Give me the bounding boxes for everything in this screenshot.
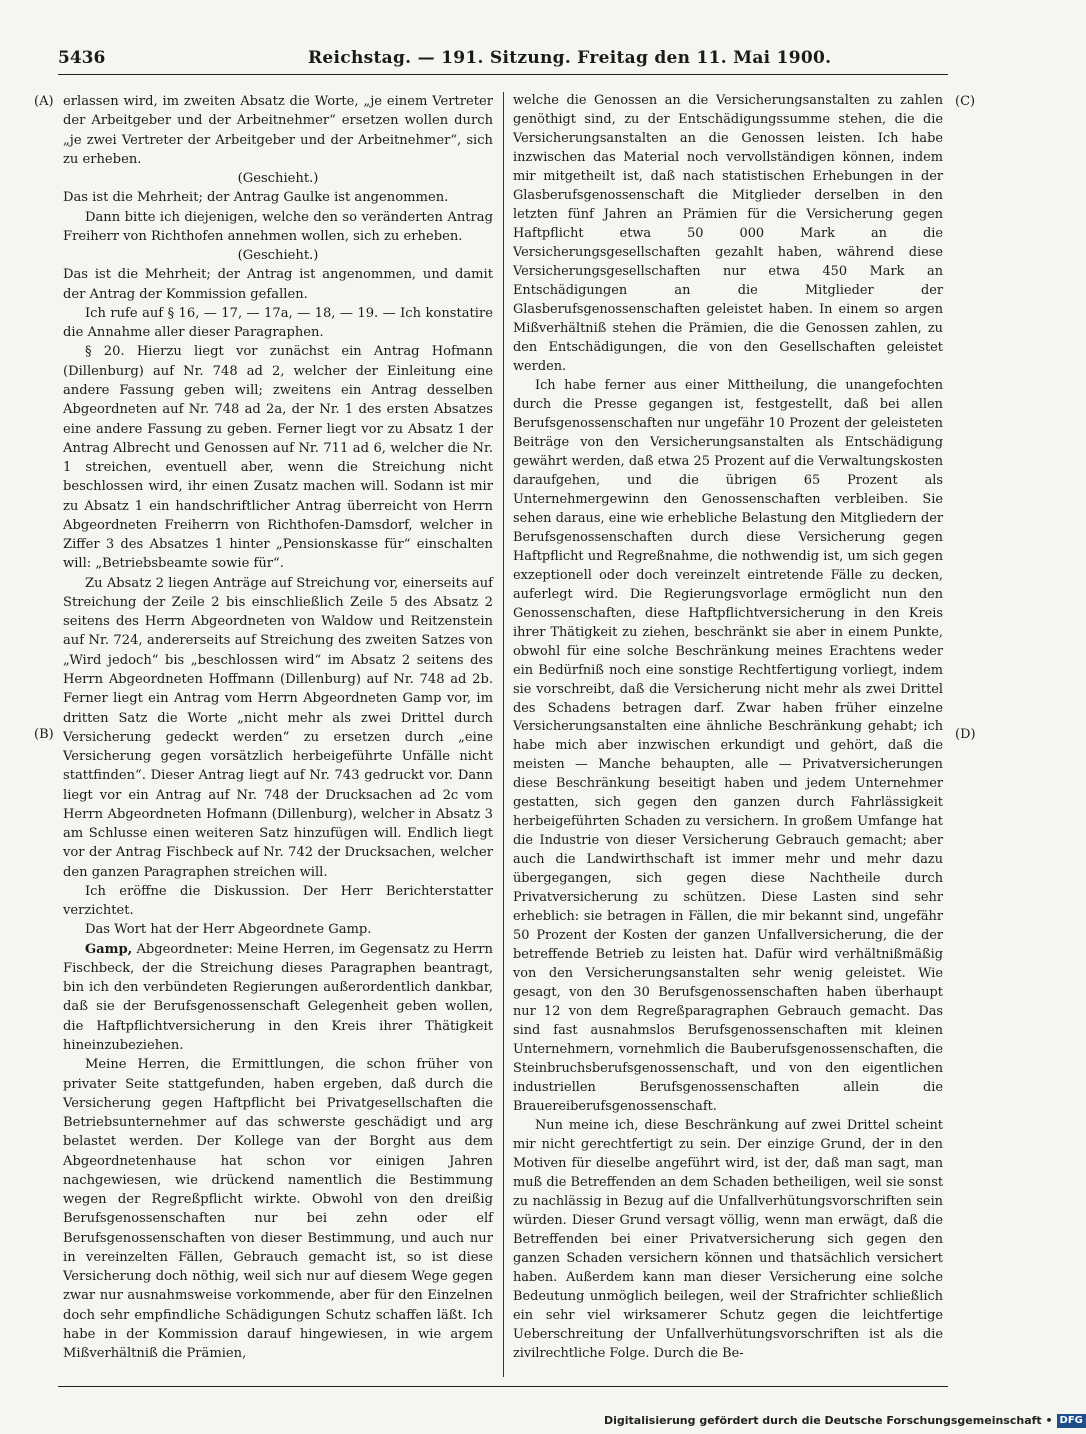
left-column	[63, 92, 493, 1377]
paragraph: Ich rufe auf § 16, — 17, — 17a, — 18, — 19. — Ich konstatire die Annahme aller dieser Paragraphen.	[63, 305, 493, 341]
paragraph: Nun meine ich, diese Beschränkung auf zwei Drittel scheint mir nicht gerechtfertigt zu sein. Der einzige Grund, der in den Motiven für dieselbe angeführt wird, ist der, daß man sagt, man muß die Betreffenden an dem Schaden betheiligen, weil sie sonst zu nachlässig in Bezug auf die Unfallverhütungsvorschriften sein würden. Dieser Grund versagt völlig, wenn man erwägt, daß die Betreffenden bei einer Privatversicherung sich gegen den ganzen Schaden versichern können und thatsächlich versichert haben. Außerdem kann man dieser Versicherung eine solche Bedeutung unmöglich beilegen, weil der Strafrichter schließlich ein sehr viel wirksamerer Schutz gegen die leichtfertige Ueberschreitung der Unfallverhütungsvorschriften ist als die zivilrechtliche Folge. Durch die Be-	[513, 1118, 943, 1361]
paragraph: Das ist die Mehrheit; der Antrag Gaulke ist angenommen.	[63, 190, 449, 206]
footer-credit-text: Digitalisierung gefördert durch die Deutsche Forschungsgemeinschaft •	[604, 1414, 1053, 1427]
right-column	[513, 92, 943, 1377]
paragraph: Zu Absatz 2 liegen Anträge auf Streichung vor, einerseits auf Streichung der Zeile 2 bis einschließlich Zeile 5 des Absatz 2 seitens des Herrn Abgeordneten von Waldow und Reitzenstein auf Nr. 724, andererseits auf Streichung des zweiten Satzes von „Wird jedoch“ bis „beschlossen wird“ im Absatz 2 seitens des Herrn Abgeordneten Hoffmann (Dillenburg) auf Nr. 748 ad 2b. Ferner liegt ein Antrag vom Herrn Abgeordneten Gamp vor, im dritten Satz die Worte „nicht mehr als zwei Drittel durch Versicherung gedeckt werden“ zu ersetzen durch „eine Versicherung gegen vorsätzlich herbeigeführte Unfälle nicht stattfinden“. Dieser Antrag liegt auf Nr. 743 gedruckt vor. Dann liegt vor ein Antrag auf Nr. 748 der Drucksachen ad 2c vom Herrn Abgeordneten Hofmann (Dillenburg), welcher in Absatz 3 am Schlusse einen weiteren Satz hinzufügen will. Endlich liegt vor der Antrag Fischbeck auf Nr. 742 der Drucksachen, welcher den ganzen Paragraphen streichen will.	[63, 575, 493, 880]
paragraph: Das Wort hat der Herr Abgeordnete Gamp.	[85, 922, 372, 938]
page-number: 5436	[58, 48, 106, 68]
speech-paragraph	[63, 940, 493, 1056]
stage-direction: (Geschieht.)	[237, 248, 319, 264]
paragraph: Ich habe ferner aus einer Mittheilung, die unangefochten durch die Presse gegangen ist, festgestellt, daß bei allen Berufsgenossenschaften nur ungefähr 10 Prozent der geleisteten Beiträge von den Versicherungsanstalten als Entschädigung gewährt werden, daß etwa 25 Prozent auf die Verwaltungskosten daraufgehen, und die übrigen 65 Prozent als Unternehmergewinn den Genossenschaften verbleiben. Sie sehen daraus, eine wie erhebliche Belastung den Mitgliedern der Berufsgenossenschaften durch diese Versicherung gegen Haftpflicht und Regreßnahme, die nothwendig ist, um sich gegen exzeptionell oder doch vereinzelt eintretende Fälle zu decken, auferlegt wird. Die Regierungsvorlage ermöglicht nun den Genossenschaften, diese Haftpflichtversicherung in den Kreis ihrer Thätigkeit zu ziehen, beschränkt sie aber in einem Punkte, obwohl für eine solche Beschränkung meines Erachtens weder ein Bedürfniß noch eine sonstige Rechtfertigung vorliegt, indem sie vorschreibt, daß die Versicherung nicht mehr als zwei Drittel des Schadens betragen darf. Zwar haben früher einzelne Versicherungsanstalten eine ähnliche Beschränkung gehabt; ich habe mich aber inzwischen erkundigt und gehört, daß die meisten — Manche behaupten, alle — Privatversicherungen diese Beschränkung beseitigt haben und jedem Unternehmer gestatten, sich gegen den ganzen durch Fahrlässigkeit herbeigeführten Schaden zu versichern. In großem Umfange hat die Industrie von dieser Versicherung Gebrauch gemacht; aber auch die Landwirthschaft ist immer mehr und mehr dazu übergegangen, sich gegen diese Nachtheile durch Privatversicherung zu schützen. Diese Lasten sind sehr erheblich: sie betragen in Fällen, die mir bekannt sind, ungefähr 50 Prozent der Kosten der ganzen Unfallversicherung, die der betreffende Betrieb zu leisten hat. Dafür wird verhältnißmäßig von den Versicherungsanstalten sehr wenig geleistet. Wie gesagt, von den 30 Berufsgenossenschaften haben überhaupt nur 12 von dem Regreßparagraphen Gebrauch gemacht. Das sind fast ausnahmslos Berufsgenossenschaften mit kleinen Unternehmern, vornehmlich die Bauberufsgenossenschaften, die Steinbruchsberufsgenossenschaft, und von den eigentlichen industriellen Berufsgenossenschaften allein die Brauereiberufsgenossenschaft.	[513, 377, 943, 1115]
footer-credit	[604, 1414, 1083, 1432]
margin-marker-d: (D)	[955, 727, 976, 742]
paragraph: Dann bitte ich diejenigen, welche den so veränderten Antrag Freiherr von Richthofen annehmen wollen, sich zu erheben.	[63, 209, 493, 244]
speech-text: Abgeordneter: Meine Herren, im Gegensatz zu Herrn Fischbeck, der die Streichung dieses Paragraphen beantragt, bin ich den verbündeten Regierungen außerordentlich dankbar, daß sie der Berufsgenossenschaft Gelegenheit geben wollen, die Haftpflichtversicherung in den Kreis ihrer Thätigkeit hineinzubeziehen.	[63, 941, 493, 1054]
margin-marker-c: (C)	[955, 94, 976, 109]
header-rule	[58, 74, 948, 75]
paragraph: erlassen wird, im zweiten Absatz die Worte, „je einem Vertreter der Arbeitgeber und der Arbeitnehmer“ ersetzen wollen durch „je zwei Vertreter der Arbeitgeber und der Arbeitnehmer“, sich zu erheben.	[63, 94, 493, 167]
dfg-logo: DFG	[1057, 1414, 1086, 1428]
paragraph: § 20. Hierzu liegt vor zunächst ein Antrag Hofmann (Dillenburg) auf Nr. 748 ad 2, welcher der Einleitung eine andere Fassung geben will; zweitens ein Antrag desselben Abgeordneten auf Nr. 748 ad 2a, der Nr. 1 des ersten Absatzes eine andere Fassung zu geben. Ferner liegt vor zu Absatz 1 der Antrag Albrecht und Genossen auf Nr. 711 ad 6, welcher die Nr. 1 streichen, eventuell aber, wenn die Streichung nicht beschlossen wird, ihr einen Zusatz machen will. Sodann ist mir zu Absatz 1 ein handschriftlicher Antrag überreicht von Herrn Abgeordneten Freiherrn von Richthofen-Damsdorf, welcher in Ziffer 3 des Absatzes 1 hinter „Pensionskasse für“ einschalten will: „Betriebsbeamte sowie für“.	[63, 344, 493, 572]
footer-rule	[58, 1386, 948, 1387]
margin-marker-b: (B)	[34, 727, 54, 742]
paragraph: welche die Genossen an die Versicherungsanstalten zu zahlen genöthigt sind, zu der Entschädigungssumme stehen, die die Versicherungsanstalten an die Genossen leisten. Ich habe inzwischen das Material noch vervollständigen können, indem mir mitgetheilt ist, daß nach statistischen Erhebungen in der Glasberufsgenossenschaft die Mitglieder derselben in den letzten fünf Jahren an Prämien für die Versicherung gegen Haftpflicht etwa 50 000 Mark an die Versicherungsgesellschaften gezahlt haben, während diese Versicherungsgesellschaften nur etwa 450 Mark an Entschädigungen an die Mitglieder der Glasberufsgenossenschaften geleistet haben. In einem so argen Mißverhältniß stehen die Prämien, die die Genossen zahlen, zu den Entschädigungen, die von den Gesellschaften geleistet werden.	[513, 93, 943, 374]
margin-marker-a: (A)	[34, 94, 54, 109]
running-title: Reichstag. — 191. Sitzung. Freitag den 11. Mai 1900.	[308, 48, 832, 68]
stage-direction: (Geschieht.)	[237, 171, 319, 187]
column-divider	[503, 92, 504, 1377]
paragraph: Ich eröffne die Diskussion. Der Herr Berichterstatter verzichtet.	[63, 883, 493, 919]
paragraph: Das ist die Mehrheit; der Antrag ist angenommen, und damit der Antrag der Kommission gefallen.	[63, 267, 493, 302]
speaker-name: Gamp,	[85, 941, 133, 957]
page-header	[58, 40, 948, 72]
paragraph: Meine Herren, die Ermittlungen, die schon früher von privater Seite stattgefunden, haben ergeben, daß durch die Versicherung gegen Haftpflicht bei Privatgesellschaften die Betriebsunternehmer auf das schwerste geschädigt und arg belastet werden. Der Kollege van der Borght aus dem Abgeordnetenhause hat schon vor einigen Jahren nachgewiesen, wie drückend namentlich die Bestimmung wegen der Regreßpflicht wirkte. Obwohl von den dreißig Berufsgenossenschaften nur bei zehn oder elf Berufsgenossenschaften von dieser Bestimmung, und auch nur in vereinzelten Fällen, Gebrauch gemacht ist, so ist diese Versicherung doch nöthig, weil sich nur auf diesem Wege gegen zwar nur ausnahmsweise vorkommende, aber für den Einzelnen doch sehr empfindliche Schädigungen Schutz schaffen läßt. Ich habe in der Kommission darauf hingewiesen, in wie argem Mißverhältniß die Prämien,	[63, 1057, 493, 1362]
